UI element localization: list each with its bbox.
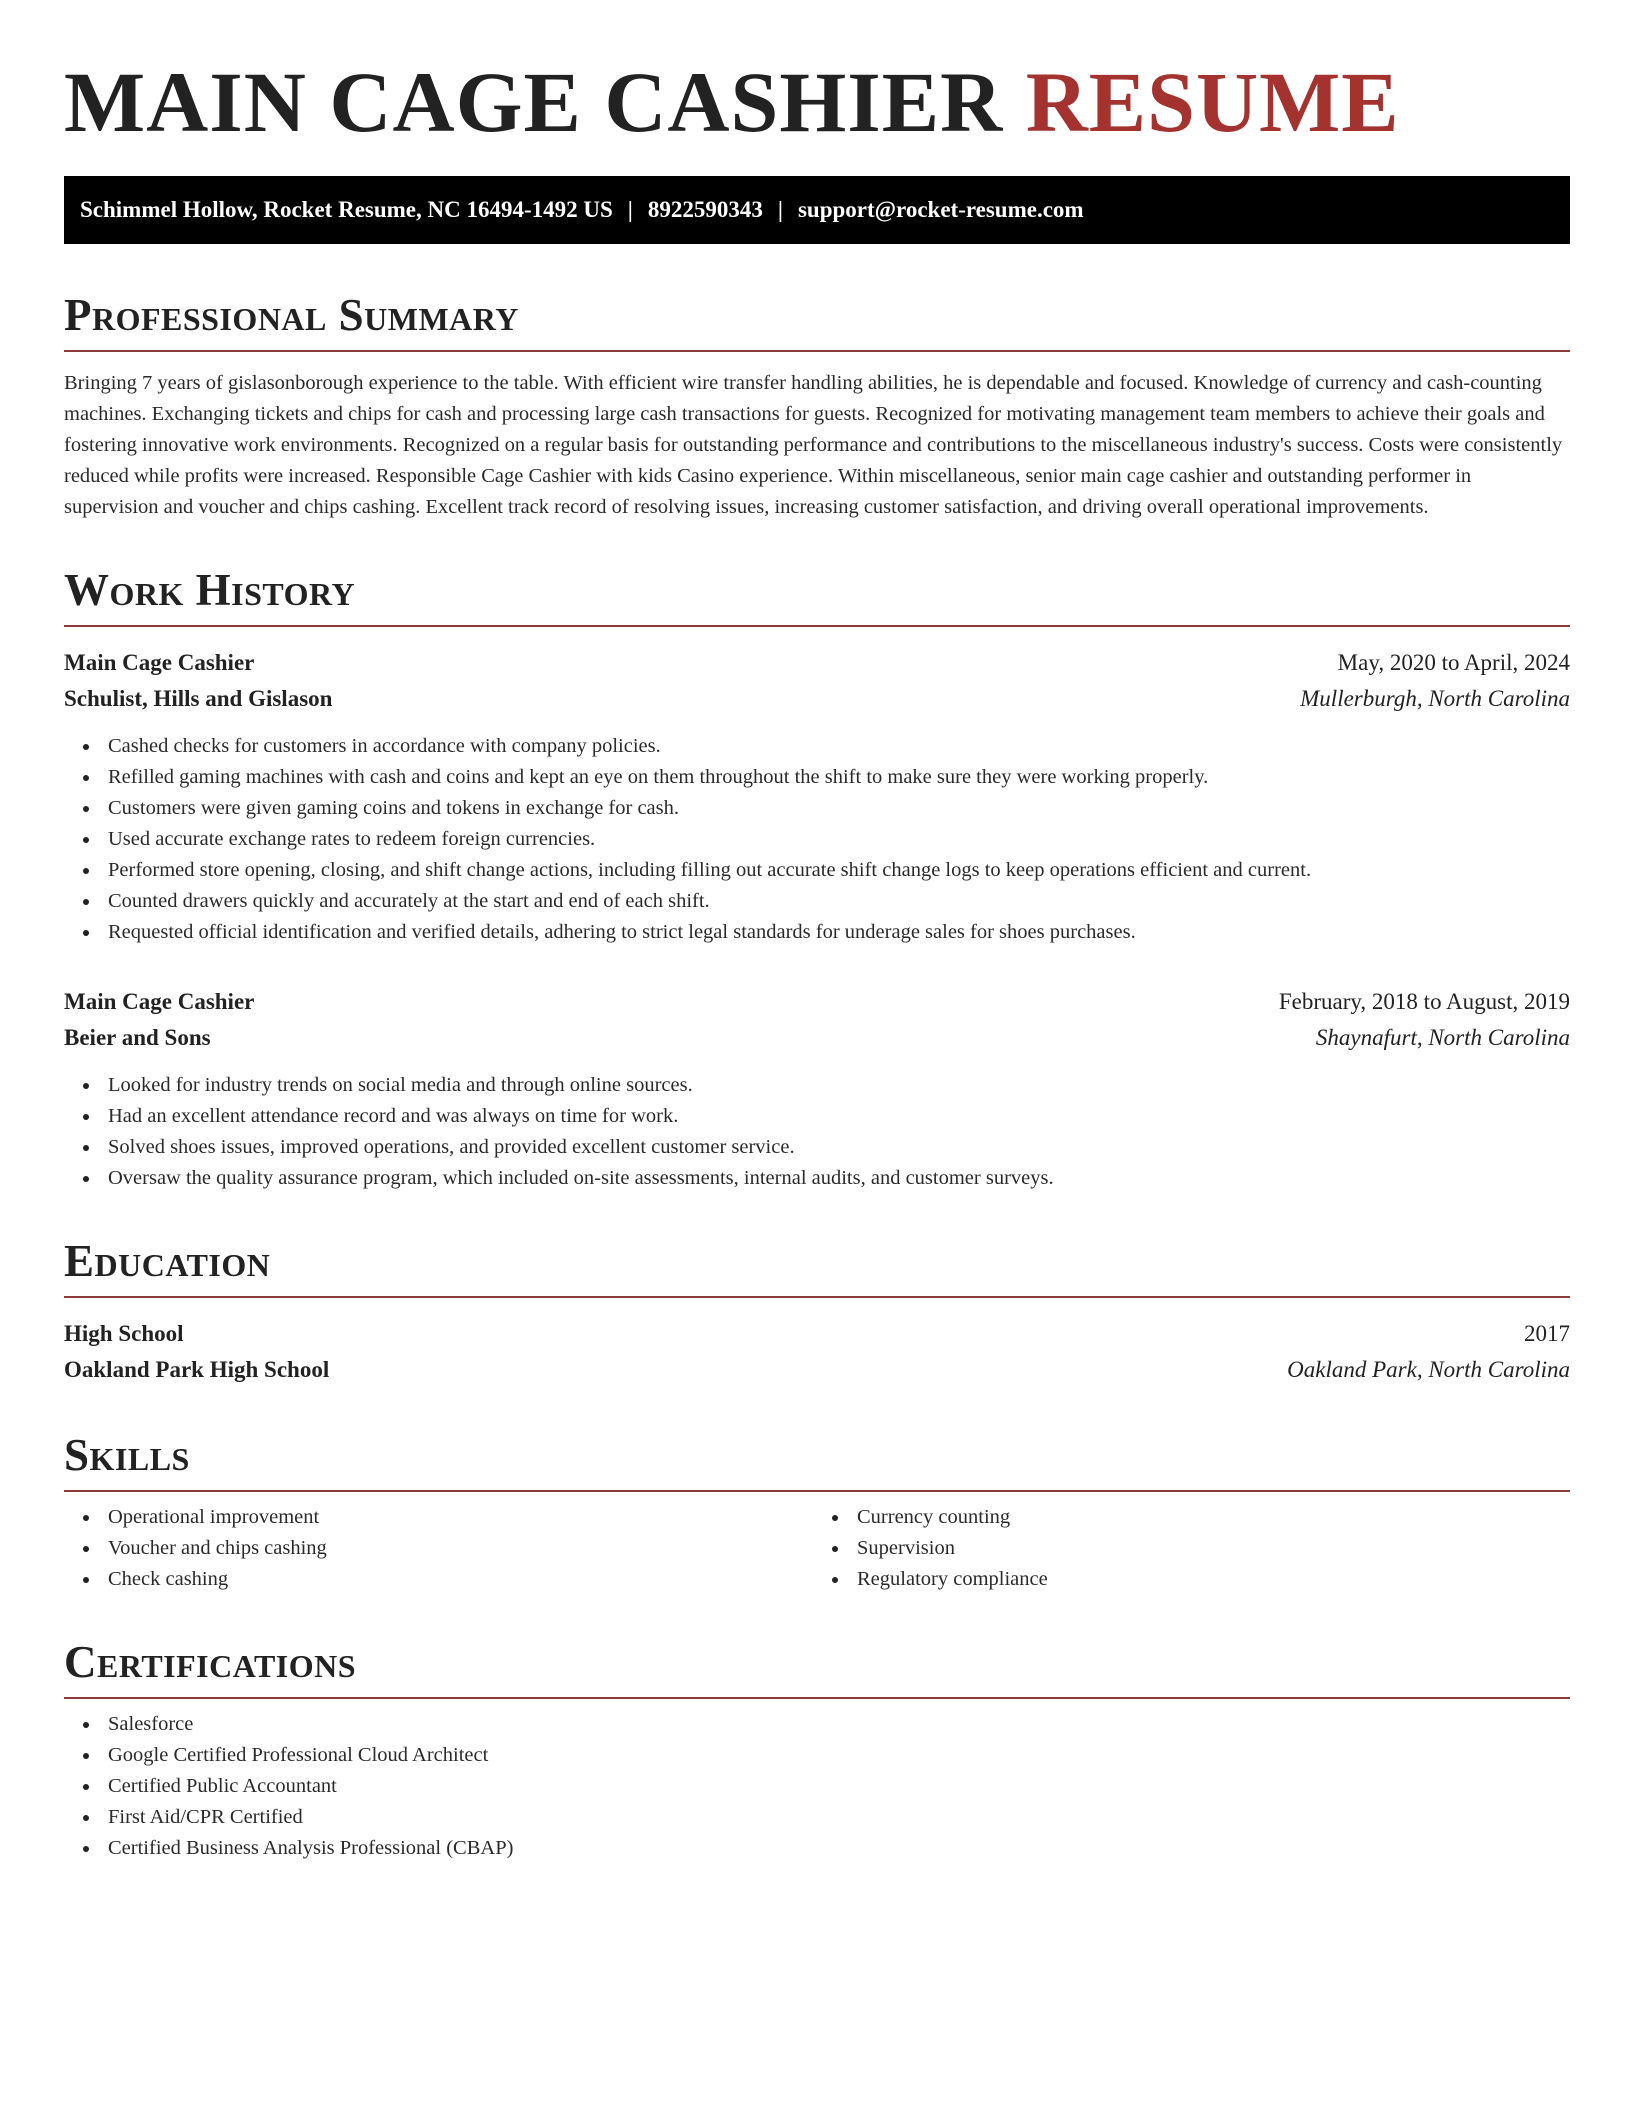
job-company: Beier and Sons: [64, 1025, 211, 1050]
job-duty: Used accurate exchange rates to redeem foreign currencies.: [108, 824, 1570, 855]
contact-address: Schimmel Hollow, Rocket Resume, NC 16494-1492 US: [80, 197, 613, 222]
job-duties-list: [64, 1070, 1570, 1194]
skills-grid: [64, 1502, 1570, 1595]
job-dates: February, 2018 to August, 2019: [1278, 989, 1570, 1014]
summary-heading: Professional Summary: [64, 290, 1570, 352]
contact-phone: 8922590343: [647, 197, 763, 222]
education-entry: [64, 1316, 1570, 1388]
job-title: Main Cage Cashier: [64, 989, 255, 1014]
certification-item: Certified Business Analysis Professional (CBAP): [108, 1833, 1570, 1864]
job-duty: Refilled gaming machines with cash and coins and kept an eye on them throughout the shift to make sure they were working properly.: [108, 762, 1570, 793]
skill-item: Operational improvement: [108, 1502, 817, 1533]
job-entry: [64, 984, 1570, 1194]
resume-title: [64, 0, 1570, 152]
education-school: Oakland Park High School: [64, 1357, 330, 1382]
skills-list-left: [64, 1502, 817, 1595]
education-degree: High School: [64, 1321, 184, 1346]
work-history-section: [64, 565, 1570, 1194]
title-accent: RESUME: [1025, 54, 1400, 150]
certifications-heading: Certifications: [64, 1637, 1570, 1699]
summary-text: Bringing 7 years of gislasonborough experience to the table. With efficient wire transfer handling abilities, he is dependable and focused. Knowledge of currency and cash-counting machines. Exchanging tickets and chips for cash and processing large cash transactions for guests. Recognized for motivating management team members to achieve their goals and fostering innovative work environments. Recognized on a regular basis for outstanding performance and contributions to the miscellaneous industry's success. Costs were consistently reduced while profits were increased. Responsible Cage Cashier with kids Casino experience. Within miscellaneous, senior main cage cashier and outstanding performer in supervision and voucher and chips cashing. Excellent track record of resolving issues, increasing customer satisfaction, and driving overall operational improvements.: [64, 372, 1563, 518]
skills-heading: Skills: [64, 1430, 1570, 1492]
job-dates: May, 2020 to April, 2024: [1337, 650, 1570, 675]
job-duty: Customers were given gaming coins and tokens in exchange for cash.: [108, 793, 1570, 824]
contact-separator: |: [627, 197, 633, 222]
job-company: Schulist, Hills and Gislason: [64, 686, 333, 711]
job-entry: [64, 645, 1570, 948]
skill-item: Regulatory compliance: [857, 1564, 1570, 1595]
contact-email: support@rocket-resume.com: [797, 197, 1084, 222]
certification-item: Certified Public Accountant: [108, 1771, 1570, 1802]
certification-item: Google Certified Professional Cloud Architect: [108, 1740, 1570, 1771]
education-school-row: [64, 1352, 1570, 1388]
skills-list-right: [817, 1502, 1570, 1595]
job-location: Shaynafurt, North Carolina: [1315, 1025, 1570, 1050]
certifications-section: [64, 1637, 1570, 1864]
job-duty: Requested official identification and verified details, adhering to strict legal standards for underage sales for shoes purchases.: [108, 917, 1570, 948]
job-duty: Looked for industry trends on social media and through online sources.: [108, 1070, 1570, 1101]
education-degree-row: [64, 1316, 1570, 1352]
education-heading: Education: [64, 1236, 1570, 1298]
job-duty: Cashed checks for customers in accordance with company policies.: [108, 731, 1570, 762]
skill-item: Currency counting: [857, 1502, 1570, 1533]
job-duty: Oversaw the quality assurance program, which included on-site assessments, internal audits, and customer surveys.: [108, 1163, 1570, 1194]
certification-item: Salesforce: [108, 1709, 1570, 1740]
contact-bar: [64, 176, 1570, 244]
summary-section: [64, 290, 1570, 523]
job-header-row: [64, 645, 1570, 681]
education-section: [64, 1236, 1570, 1388]
title-main: MAIN CAGE CASHIER: [64, 54, 1004, 150]
certification-item: First Aid/CPR Certified: [108, 1802, 1570, 1833]
job-location: Mullerburgh, North Carolina: [1300, 686, 1570, 711]
job-header-row: [64, 984, 1570, 1020]
education-location: Oakland Park, North Carolina: [1287, 1357, 1570, 1382]
job-duty: Had an excellent attendance record and was always on time for work.: [108, 1101, 1570, 1132]
certifications-list: [64, 1709, 1570, 1864]
skill-item: Voucher and chips cashing: [108, 1533, 817, 1564]
job-duty: Counted drawers quickly and accurately at the start and end of each shift.: [108, 886, 1570, 917]
work-history-heading: Work History: [64, 565, 1570, 627]
job-title: Main Cage Cashier: [64, 650, 255, 675]
contact-separator: |: [777, 197, 783, 222]
job-duty: Performed store opening, closing, and shift change actions, including filling out accurate shift change logs to keep operations efficient and current.: [108, 855, 1570, 886]
job-duty: Solved shoes issues, improved operations, and provided excellent customer service.: [108, 1132, 1570, 1163]
education-year: 2017: [1524, 1321, 1570, 1346]
job-company-row: [64, 1020, 1570, 1056]
skill-item: Supervision: [857, 1533, 1570, 1564]
skills-section: [64, 1430, 1570, 1595]
job-company-row: [64, 681, 1570, 717]
resume-page: [64, 0, 1570, 1864]
skill-item: Check cashing: [108, 1564, 817, 1595]
job-duties-list: [64, 731, 1570, 948]
